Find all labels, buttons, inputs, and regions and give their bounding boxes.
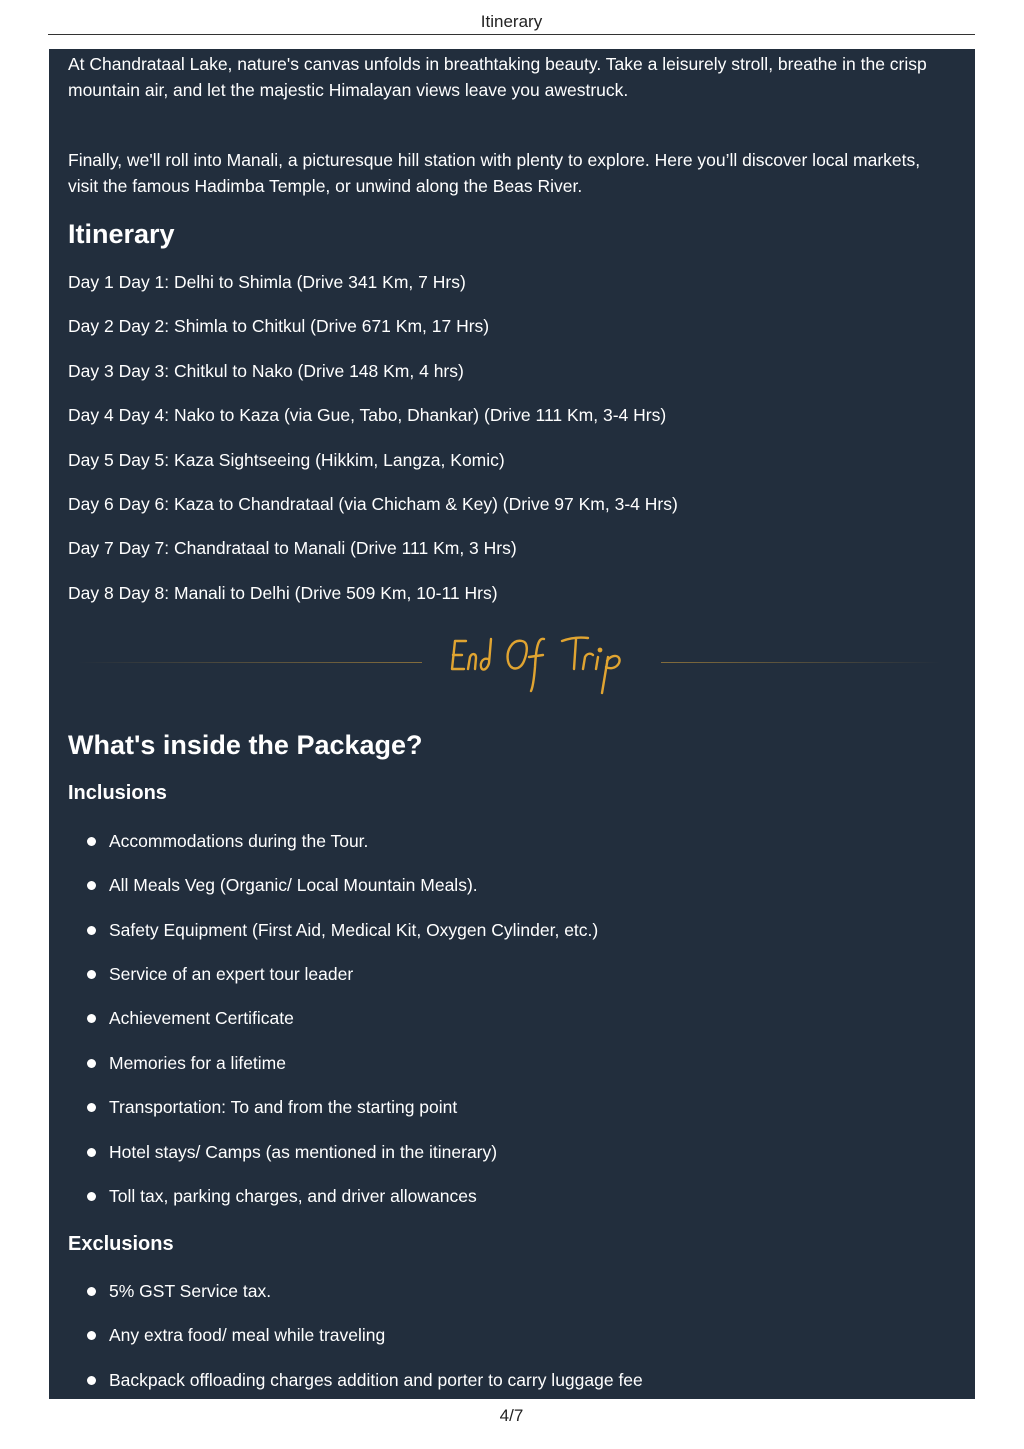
bullet-icon <box>87 970 96 979</box>
exclusions-heading: Exclusions <box>68 1233 174 1255</box>
end-of-trip-divider-right <box>661 662 941 663</box>
bullet-icon <box>87 1331 96 1340</box>
intro-paragraph-chandrataal: At Chandrataal Lake, nature's canvas unfolds in breathtaking beauty. Take a leisurely stroll, breathe in the crisp mountain air, and let the majestic Himalayan views leave you awestruck. <box>68 54 927 100</box>
bullet-icon <box>87 1014 96 1023</box>
end-of-trip-label: End Of Trip <box>541 697 547 698</box>
bullet-icon <box>87 1287 96 1296</box>
bullet-icon <box>87 1192 96 1201</box>
itinerary-day-1: Day 1 Day 1: Delhi to Shimla (Drive 341 Km, 7 Hrs) <box>68 272 466 292</box>
bullet-icon <box>87 881 96 890</box>
itinerary-day-3: Day 3 Day 3: Chitkul to Nako (Drive 148 Km, 4 hrs) <box>68 361 464 381</box>
bullet-icon <box>87 1059 96 1068</box>
content-panel: At Chandrataal Lake, nature's canvas unfolds in breathtaking beauty. Take a leisurely stroll, breathe in the crisp mountain air, and let the majestic Himalayan views leave you awestruck. Finally, we'll roll into Manali, a picturesque hill station with plenty to explore. Here you’ll discover local markets, visit the famous Hadimba Temple, or unwind along the Beas River. Itinerary Day 1 Day 1: Delhi to Shimla (Drive 341 Km, 7 Hrs) Day 2 Day 2: Shimla to Chitkul (Drive 671 Km, 17 Hrs) Day 3 Day 3: Chitkul to Nako (Drive 148 Km, 4 hrs) Day 4 Day 4: Nako to Kaza (via Gue, Tabo, Dhankar) (Drive 111 Km, 3-4 Hrs) Day 5 Day 5: Kaza Sightseeing (Hikkim, Langza, Komic) Day 6 Day 6: Kaza to Chandrataal (via Chicham & Key) (Drive 97 Km, 3-4 Hrs) Day 7 Day 7: Chandrataal to Manali (Drive 111 Km, 3 Hrs) Day 8 Day 8: Manali to Delhi (Drive 509 Km, 10-11 Hrs) End Of Trip What's inside the Package? Inclusions Accommodations during the Tour. All Meals Veg (Organic/ Local Mountain Meals). Safety Equipment (First Aid, Medical Kit, Oxygen Cylinder, etc.) Service of an expert tour leader Achievement Certificate Memories for a lifetime Transportation: To and from the starting point Hotel stays/ Camps (as mentioned in the itinerary) Toll tax, parking charges, and driver allowances Exclusions 5% GST Service tax. Any extra food/ meal while traveling Backpack offloading charges addition and porter to carry luggage fee <box>49 49 975 1399</box>
header-divider <box>48 34 975 35</box>
itinerary-day-7: Day 7 Day 7: Chandrataal to Manali (Drive 111 Km, 3 Hrs) <box>68 538 517 558</box>
end-of-trip-divider-left <box>77 662 422 663</box>
bullet-icon <box>87 1148 96 1157</box>
bullet-icon <box>87 926 96 935</box>
itinerary-day-6: Day 6 Day 6: Kaza to Chandrataal (via Chicham & Key) (Drive 97 Km, 3-4 Hrs) <box>68 494 678 514</box>
bullet-icon <box>87 1103 96 1112</box>
itinerary-day-8: Day 8 Day 8: Manali to Delhi (Drive 509 Km, 10-11 Hrs) <box>68 583 498 603</box>
inclusions-heading: Inclusions <box>68 782 167 804</box>
page-header-title: Itinerary <box>480 12 543 31</box>
package-heading: What's inside the Package? <box>68 730 423 760</box>
end-of-trip-script-logo <box>444 619 644 699</box>
bullet-icon <box>87 837 96 846</box>
bullet-icon <box>87 1376 96 1385</box>
intro-paragraph-manali: Finally, we'll roll into Manali, a picturesque hill station with plenty to explore. Here you’ll discover local markets, visit the famous Hadimba Temple, or unwind along the Beas River. <box>68 150 921 196</box>
itinerary-heading: Itinerary <box>68 219 175 249</box>
itinerary-day-5: Day 5 Day 5: Kaza Sightseeing (Hikkim, Langza, Komic) <box>68 450 505 470</box>
itinerary-day-4: Day 4 Day 4: Nako to Kaza (via Gue, Tabo, Dhankar) (Drive 111 Km, 3-4 Hrs) <box>68 405 667 425</box>
page-number: 4/7 <box>499 1406 524 1425</box>
itinerary-day-2: Day 2 Day 2: Shimla to Chitkul (Drive 671 Km, 17 Hrs) <box>68 316 490 336</box>
